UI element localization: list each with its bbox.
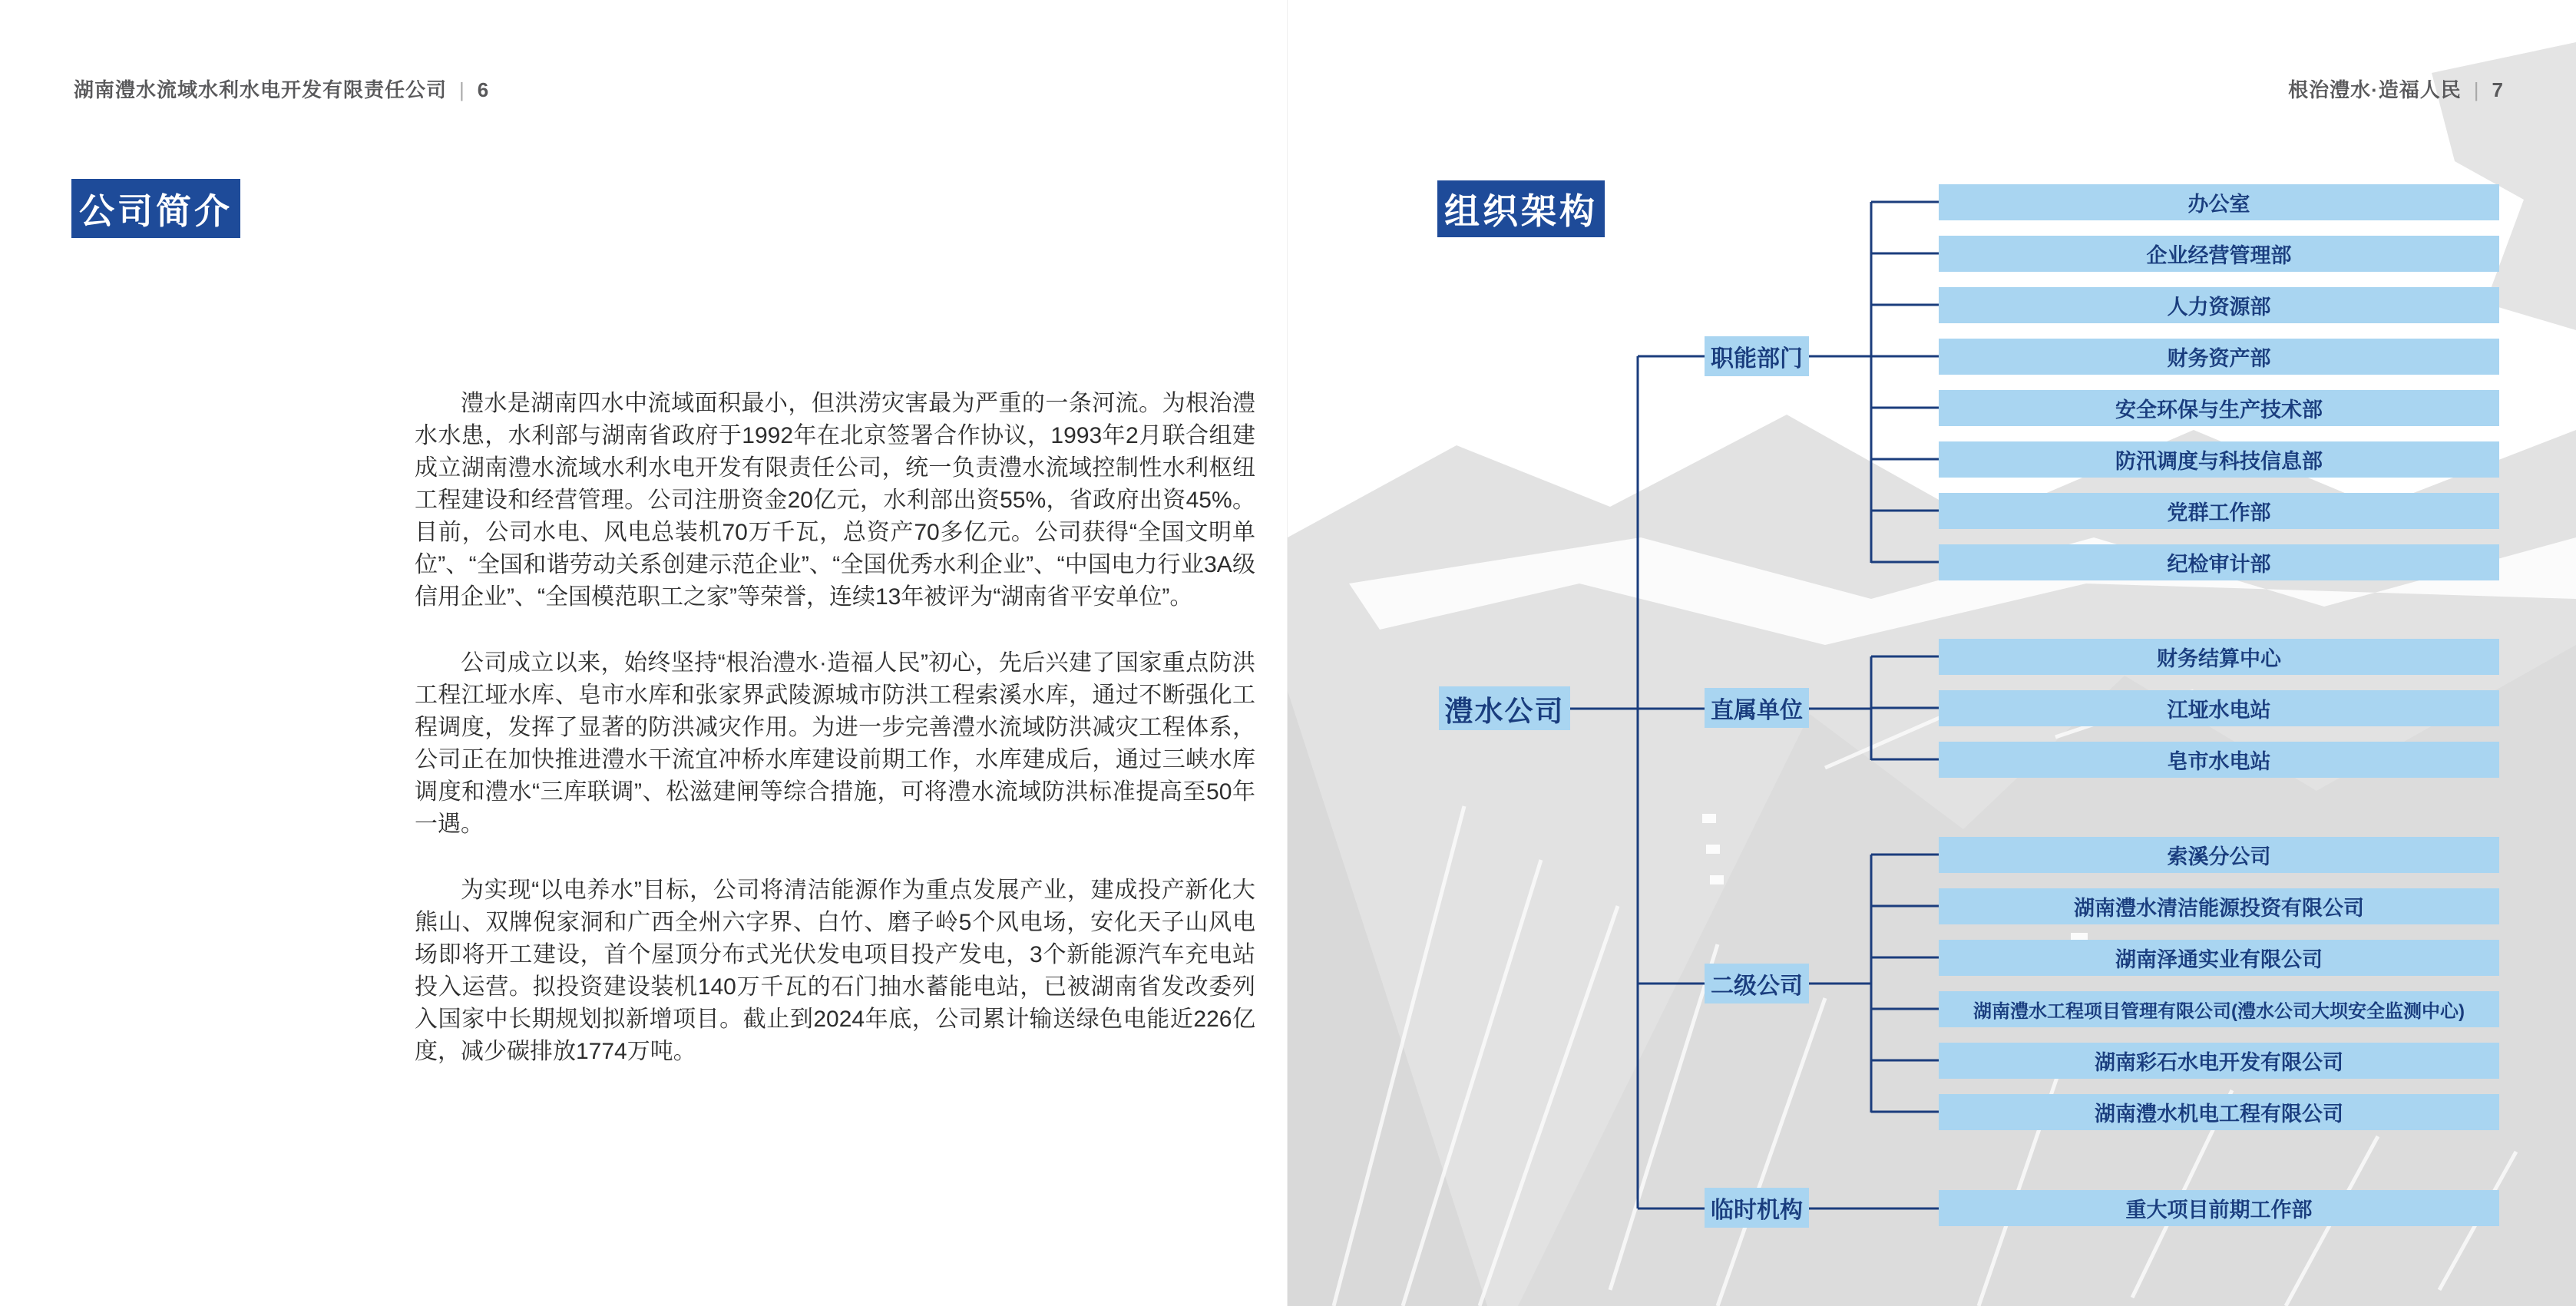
org-leaf-zetong-industrial-company: 湖南泽通实业有限公司	[1939, 940, 2499, 976]
org-leaf-safety-env-production-tech-dept: 安全环保与生产技术部	[1939, 390, 2499, 426]
org-leaf-electromechanical-engineering-company: 湖南澧水机电工程有限公司	[1939, 1094, 2499, 1130]
org-leaf-discipline-audit-dept: 纪检审计部	[1939, 544, 2499, 580]
org-leaf-finance-assets-dept: 财务资产部	[1939, 339, 2499, 375]
org-leaf-finance-settlement-center: 财务结算中心	[1939, 639, 2499, 675]
org-leaf-general-office: 办公室	[1939, 184, 2499, 220]
company-profile-text	[415, 388, 1255, 1102]
section-title-org-structure: 组织架构	[1437, 180, 1605, 237]
org-leaf-jiangya-hydropower-station: 江垭水电站	[1939, 690, 2499, 726]
profile-paragraph-2: 公司成立以来，始终坚持“根治澧水·造福人民”初心，先后兴建了国家重点防洪工程江垭水库、皂市水库和张家界武陵源城市防洪工程索溪水库，通过不断强化工程调度，发挥了显著的防洪减灾作用。为进一步完善澧水流域防洪减灾工程体系，公司正在加快推进澧水干流宜冲桥水库建设前期工作，水库建成后，通过三峡水库调度和澧水“三库联调”、松滋建闸等综合措施，可将澧水流域防洪标准提高至50年一遇。	[415, 650, 1255, 837]
profile-paragraph-1: 澧水是湖南四水中流域面积最小，但洪涝灾害最为严重的一条河流。为根治澧水水患，水利部与湖南省政府于1992年在北京签署合作协议，1993年2月联合组建成立湖南澧水流域水利水电开发有限责任公司，统一负责澧水流域控制性水利枢纽工程建设和经营管理。公司注册资金20亿元，水利部出资55%，省政府出资45%。目前，公司水电、风电总装机70万千瓦，总资产70多亿元。公司获得“全国文明单位”、“全国和谐劳动关系创建示范企业”、“全国优秀水利企业”、“中国电力行业3A级信用企业”、“全国模范职工之家”等荣誉，连续13年被评为“湖南省平安单位”。	[415, 391, 1255, 610]
org-leaf-flood-control-sci-tech-info-dept: 防汛调度与科技信息部	[1939, 441, 2499, 478]
org-leaf-suoxi-branch-company: 索溪分公司	[1939, 837, 2499, 873]
header-separator: |	[2473, 78, 2480, 101]
org-leaf-zaoshi-hydropower-station: 皂市水电站	[1939, 742, 2499, 778]
profile-paragraph-3: 为实现“以电养水”目标，公司将清洁能源作为重点发展产业，建成投产新化大熊山、双牌倪家洞和广西全州六字界、白竹、磨子岭5个风电场，安化天子山风电场即将开工建设，首个屋顶分布式光伏发电项目投产发电，3个新能源汽车充电站投入运营。拟投资建设装机140万千瓦的石门抽水蓄能电站，已被湖南省发改委列入国家中长期规划拟新增项目。截止到2024年底，公司累计输送绿色电能近226亿度，减少碳排放1774万吨。	[415, 878, 1255, 1064]
slogan: 根治澧水·造福人民	[2288, 78, 2462, 101]
org-leaf-clean-energy-investment-company: 湖南澧水清洁能源投资有限公司	[1939, 888, 2499, 924]
org-root-lishui-company: 澧水公司	[1439, 686, 1570, 730]
org-leaf-human-resources-dept: 人力资源部	[1939, 287, 2499, 323]
section-title-company-profile: 公司简介	[71, 179, 240, 238]
company-name: 湖南澧水流域水利水电开发有限责任公司	[74, 78, 448, 101]
org-leaf-caishi-hydropower-company: 湖南彩石水电开发有限公司	[1939, 1043, 2499, 1079]
org-leaf-party-mass-work-dept: 党群工作部	[1939, 493, 2499, 529]
org-branch-directly-affiliated-units: 直属单位	[1705, 688, 1809, 728]
left-page-number: 6	[477, 78, 490, 101]
left-running-header	[74, 74, 489, 103]
org-branch-secondary-companies: 二级公司	[1705, 964, 1809, 1003]
right-page-number: 7	[2492, 78, 2504, 101]
org-branch-functional-departments: 职能部门	[1705, 336, 1809, 376]
org-leaf-business-management-dept: 企业经营管理部	[1939, 236, 2499, 272]
org-leaf-project-management-company: 湖南澧水工程项目管理有限公司(澧水公司大坝安全监测中心)	[1939, 991, 2499, 1027]
org-branch-temporary-organizations: 临时机构	[1705, 1188, 1809, 1228]
right-page	[1288, 0, 2576, 1306]
org-leaf-major-project-preliminary-dept: 重大项目前期工作部	[1939, 1190, 2499, 1226]
header-separator: |	[459, 78, 465, 101]
